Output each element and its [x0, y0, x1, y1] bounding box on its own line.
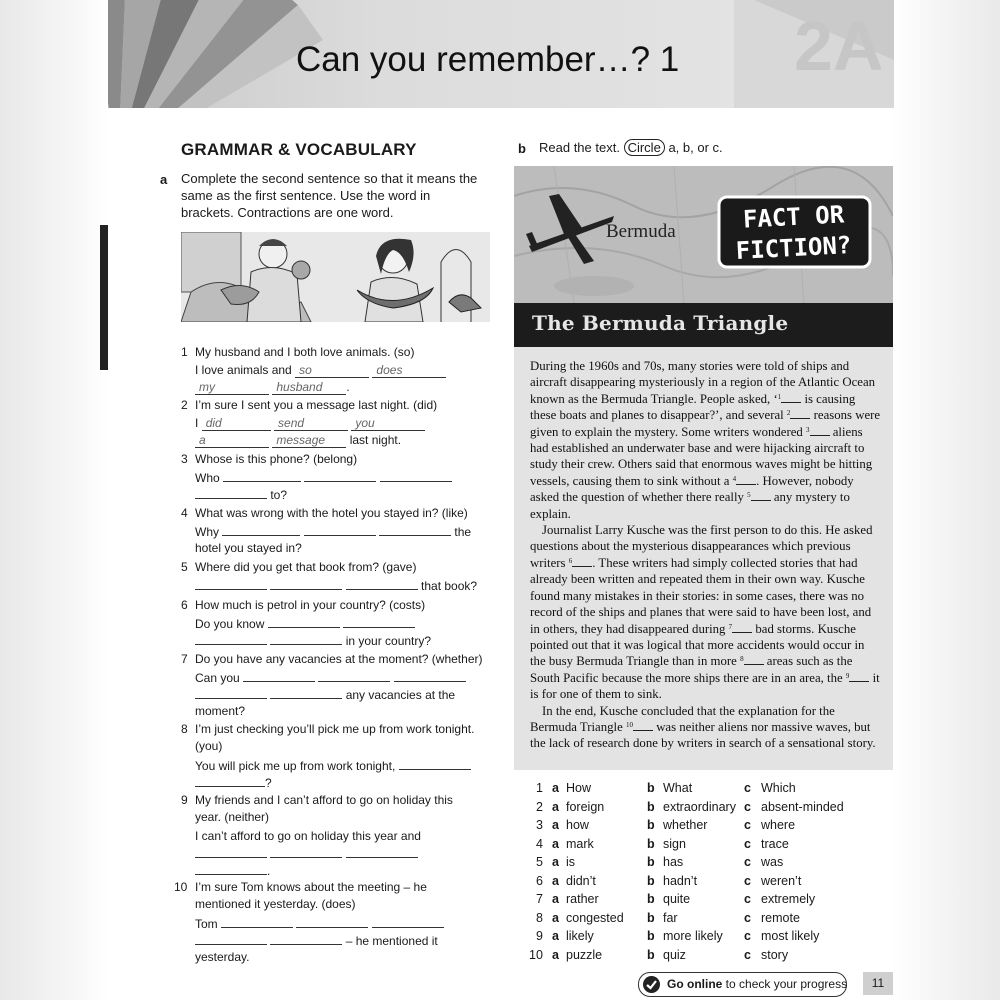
answer-field[interactable] — [222, 523, 300, 536]
answer-end: ? — [265, 776, 272, 790]
option-c[interactable]: extremely — [761, 892, 816, 906]
gap-number: 7 — [728, 622, 733, 631]
option-a[interactable]: congested — [566, 910, 624, 925]
gap-number: 6 — [568, 556, 573, 565]
answer-line — [195, 415, 425, 431]
answer-field[interactable] — [195, 774, 265, 787]
answer-lead: I love animals and — [195, 363, 292, 377]
answer-end: . — [346, 380, 350, 394]
option-letter: b — [647, 892, 655, 906]
answer-line — [195, 757, 471, 774]
part-a-instruction: Complete the second sentence so that it means the same as the first sentence. Use the word in brackets. Contractions are one word. — [181, 171, 478, 220]
option-letter: c — [744, 929, 751, 943]
answer-field[interactable]: you — [351, 417, 425, 431]
answer-field[interactable] — [372, 915, 444, 928]
margin-tab — [100, 225, 108, 370]
option-letter: a — [552, 929, 559, 943]
answer-end: in your country? — [345, 634, 432, 648]
badge-line-1: FACT OR — [742, 200, 845, 234]
answer-field[interactable] — [380, 469, 452, 482]
option-c[interactable]: was — [761, 855, 784, 869]
option-letter: c — [744, 910, 751, 925]
answer-field[interactable] — [195, 845, 267, 858]
question-prompt: My friends and I can’t afford to go on holiday this — [195, 793, 453, 807]
question-prompt: (you) — [195, 739, 223, 753]
story-text: any mystery to explain. — [530, 490, 850, 521]
question-prompt: I’m just checking you’ll pick me up from work tonight. — [195, 722, 475, 736]
answer-line — [195, 686, 455, 703]
option-letter: b — [647, 836, 655, 851]
question-prompt: I’m sure Tom knows about the meeting – he — [195, 880, 427, 894]
question-number: 1 — [181, 345, 188, 359]
option-number: 3 — [536, 818, 543, 832]
gap-blank[interactable] — [744, 654, 764, 665]
answer-field[interactable] — [270, 577, 342, 590]
answer-end: the — [454, 525, 472, 539]
answer-field[interactable]: my — [195, 381, 269, 395]
option-number: 1 — [536, 781, 543, 795]
question-prompt: What was wrong with the hotel you stayed in? (like) — [195, 506, 468, 520]
answer-lead: Tom — [195, 917, 218, 931]
option-letter: c — [744, 892, 751, 906]
option-letter: b — [647, 929, 655, 943]
answer-field[interactable] — [243, 669, 315, 682]
option-number: 4 — [536, 836, 543, 851]
option-letter: a — [552, 947, 559, 962]
answer-end: – he mentioned it — [345, 934, 438, 948]
option-b[interactable]: sign — [663, 836, 686, 851]
answer-field[interactable] — [394, 669, 466, 682]
option-a[interactable]: likely — [566, 929, 594, 943]
go-online-link[interactable] — [638, 972, 847, 997]
answer-field[interactable] — [195, 486, 267, 499]
article-panel — [514, 166, 893, 770]
gap-number: 3 — [806, 425, 810, 434]
part-b-instruction — [539, 140, 723, 155]
option-letter: a — [552, 910, 559, 925]
answer-end: any vacancies at the — [345, 688, 456, 702]
answer-field[interactable] — [296, 915, 368, 928]
option-letter: b — [647, 855, 655, 869]
option-c[interactable]: most likely — [761, 929, 820, 943]
option-b[interactable]: quiz — [663, 947, 686, 962]
option-c[interactable]: remote — [761, 910, 800, 925]
answer-field[interactable] — [195, 862, 267, 875]
answer-field[interactable]: so — [295, 364, 369, 378]
illustration-pets — [181, 232, 490, 322]
answer-line — [195, 915, 444, 932]
gap-number: 1 — [777, 392, 782, 401]
page-title: Can you remember…? 1 — [296, 40, 680, 79]
option-letter: b — [647, 781, 655, 795]
story-text: it is for one of them to sink. — [530, 670, 880, 702]
option-a[interactable]: mark — [566, 836, 594, 851]
option-letter: b — [647, 818, 655, 832]
question-number: 6 — [181, 598, 188, 612]
option-c[interactable]: trace — [761, 836, 789, 851]
gap-number: 8 — [740, 655, 744, 664]
question-prompt: How much is petrol in your country? (costs) — [195, 598, 426, 612]
question-number: 9 — [181, 793, 188, 807]
story-text: reasons were given to explain the mystery. Some writers wondered — [530, 408, 881, 439]
option-b[interactable]: quite — [663, 892, 691, 906]
go-online-rest: to check your progress — [722, 977, 848, 991]
question-number: 8 — [181, 722, 188, 736]
option-a[interactable]: foreign — [566, 799, 605, 814]
answer-line — [195, 774, 272, 791]
question-number: 4 — [181, 506, 188, 520]
option-a[interactable]: didn’t — [566, 873, 596, 888]
option-c[interactable]: weren’t — [761, 873, 802, 888]
answer-field[interactable] — [270, 932, 342, 945]
answer-field[interactable]: does — [372, 364, 446, 378]
answer-line — [195, 577, 477, 594]
answer-field[interactable] — [379, 523, 451, 536]
option-letter: b — [647, 799, 655, 814]
option-b[interactable]: extraordinary — [663, 799, 736, 814]
gap-blank[interactable] — [732, 622, 752, 633]
fact-or-fiction-badge — [716, 194, 873, 270]
option-letter: a — [552, 855, 559, 869]
page-margin-right — [892, 0, 1000, 1000]
answer-lead: Can you — [195, 671, 240, 685]
option-letter: c — [744, 855, 751, 869]
page-number: 11 — [863, 972, 893, 995]
airplane-icon — [524, 186, 619, 266]
question-number: 3 — [181, 452, 188, 466]
question-prompt: year. (neither) — [195, 810, 270, 824]
option-letter: a — [552, 836, 559, 851]
answer-line — [195, 669, 466, 686]
answer-field[interactable] — [270, 845, 342, 858]
option-b[interactable]: What — [663, 781, 693, 795]
story-text: bad storms. Kusche pointed out that it was logical that more accidents would occur in the busy Bermuda Triangle than in more — [530, 621, 865, 669]
option-a[interactable]: rather — [566, 892, 599, 906]
gap-blank[interactable] — [736, 474, 756, 485]
answer-field[interactable] — [343, 615, 415, 628]
answer-field[interactable]: did — [202, 417, 271, 431]
answer-line — [195, 486, 287, 503]
option-letter: c — [744, 818, 751, 832]
answer-lead: Do you know — [195, 617, 265, 631]
answer-line — [195, 469, 452, 486]
answer-field[interactable] — [195, 577, 267, 590]
answer-line — [195, 632, 431, 649]
option-a[interactable]: is — [566, 855, 576, 869]
badge-line-2: FICTION? — [735, 231, 853, 266]
gap-blank[interactable] — [751, 490, 771, 501]
question-prompt: Where did you get that book from? (gave) — [195, 560, 417, 574]
question-number: 7 — [181, 652, 188, 666]
option-letter: b — [647, 873, 655, 888]
option-number: 6 — [536, 873, 543, 888]
option-number: 8 — [536, 910, 543, 925]
paragraph — [530, 522, 882, 702]
answer-field[interactable] — [268, 615, 340, 628]
story-text: During the 1960s and 70s, many stories were told of ships and aircraft disappearing mysteriously in a region of the Atlantic Ocean known as the Bermuda Triangle. People asked, ‘ — [530, 359, 876, 406]
option-letter: c — [744, 836, 751, 851]
answer-line — [195, 362, 446, 378]
story-text: is causing these boats and planes to disappear?’, and several — [530, 391, 856, 423]
answer-field[interactable]: husband — [272, 381, 346, 395]
option-letter: c — [744, 799, 751, 814]
answer-field[interactable] — [223, 469, 301, 482]
part-b-label: b — [518, 141, 526, 156]
answer-field[interactable] — [195, 932, 267, 945]
answer-field[interactable]: a — [195, 434, 269, 448]
question-number: 10 — [174, 880, 188, 894]
option-letter: a — [552, 818, 559, 832]
answer-field[interactable] — [195, 632, 267, 645]
option-letter: c — [744, 873, 751, 888]
answer-end: last night. — [349, 433, 402, 447]
option-c[interactable]: where — [761, 818, 796, 832]
option-a[interactable]: How — [566, 781, 592, 795]
option-letter: a — [552, 799, 559, 814]
question-prompt: mentioned it yesterday. (does) — [195, 897, 356, 911]
answer-line — [195, 845, 418, 862]
option-letter: c — [744, 781, 751, 795]
answer-field[interactable] — [195, 686, 267, 699]
option-b[interactable]: hadn’t — [663, 873, 698, 888]
story-text: . However, nobody asked the question of whether there really — [530, 473, 854, 505]
answer-end: . — [267, 864, 271, 878]
question-number: 5 — [181, 560, 188, 574]
go-online-bold: Go online — [667, 977, 723, 991]
option-a[interactable]: how — [566, 818, 589, 832]
answer-line — [195, 862, 270, 879]
option-b[interactable]: more likely — [663, 929, 723, 943]
instruction-text: a, b, or c. — [668, 140, 723, 155]
answer-field[interactable] — [304, 469, 376, 482]
answer-end: to? — [270, 488, 288, 502]
option-letter: b — [647, 947, 655, 962]
option-number: 9 — [536, 929, 543, 943]
article-text — [530, 358, 882, 752]
answer-line — [195, 932, 438, 949]
answer-lead: I — [195, 416, 199, 430]
header-decoration — [734, 0, 894, 108]
paragraph — [530, 358, 882, 522]
answer-field[interactable] — [318, 669, 390, 682]
gap-blank[interactable] — [790, 408, 810, 419]
answer-field[interactable] — [346, 577, 418, 590]
answer-lead: Who — [195, 471, 220, 485]
option-letter: c — [744, 947, 751, 962]
answer-field[interactable] — [270, 632, 342, 645]
instruction-text: Read the text. — [539, 140, 620, 155]
question-prompt: Whose is this phone? (belong) — [195, 452, 358, 466]
story-text: Journalist Larry Kusche was the first person to do this. He asked questions about the mysterious disappearances which previous writers — [530, 523, 873, 570]
answer-lead: You will pick me up from work tonight, — [195, 759, 396, 773]
answer-line — [195, 615, 415, 632]
option-number: 10 — [529, 947, 543, 962]
option-a[interactable]: puzzle — [566, 947, 603, 962]
option-b[interactable]: has — [663, 855, 684, 869]
answer-lead: I can’t afford to go on holiday this year and — [195, 829, 421, 843]
question-prompt: My husband and I both love animals. (so) — [195, 345, 415, 359]
option-number: 7 — [536, 892, 543, 906]
answer-line — [195, 432, 401, 448]
gap-blank[interactable] — [633, 720, 653, 731]
answer-line — [195, 379, 350, 395]
answer-field[interactable]: message — [272, 434, 346, 448]
option-b[interactable]: far — [663, 910, 678, 925]
option-c[interactable]: story — [761, 947, 789, 962]
circled-word: Circle — [624, 139, 665, 156]
gap-blank[interactable] — [810, 425, 830, 436]
gap-number: 10 — [625, 720, 633, 729]
option-letter: b — [647, 910, 655, 925]
answer-line: hotel you stayed in? — [195, 541, 302, 555]
question-prompt: I’m sure I sent you a message last night. (did) — [195, 398, 438, 412]
checkmark-icon — [643, 976, 660, 993]
answer-line: yesterday. — [195, 950, 250, 964]
paragraph — [530, 703, 882, 752]
gap-blank[interactable] — [849, 671, 869, 682]
option-letter: a — [552, 892, 559, 906]
answer-field[interactable] — [346, 845, 418, 858]
article-title: The Bermuda Triangle — [532, 311, 789, 335]
page-margin-left — [0, 0, 108, 1000]
section-heading: GRAMMAR & VOCABULARY — [181, 140, 417, 159]
story-text: areas such as the South Pacific because the more ships there are in an area, the — [530, 654, 853, 685]
answer-line — [195, 523, 471, 540]
gap-number: 2 — [786, 409, 791, 418]
map-label: Bermuda — [606, 221, 676, 242]
answer-field[interactable] — [304, 523, 376, 536]
gap-number: 5 — [747, 491, 751, 500]
gap-number: 4 — [732, 474, 737, 483]
go-online-text — [667, 977, 847, 991]
option-number: 2 — [536, 799, 543, 814]
gap-blank[interactable] — [781, 392, 801, 403]
answer-end: that book? — [421, 579, 478, 593]
answer-field[interactable] — [221, 915, 293, 928]
svg-text:2A: 2A — [794, 7, 884, 85]
option-number: 5 — [536, 855, 543, 869]
question-number: 2 — [181, 398, 188, 412]
option-c[interactable]: Which — [761, 781, 796, 795]
gap-number: 9 — [845, 671, 850, 680]
story-text: . These writers had simply collected stories that had already been written and repeated them in their own way. Kusche found many mistakes in their stories: in some cases, there was no record of the ships and planes that were said to have been lost, and in others, they had disappeared during — [530, 555, 872, 636]
answer-lead: Why — [195, 525, 219, 539]
answer-field[interactable]: send — [274, 417, 348, 431]
story-text: aliens had established an underwater base and were hijacking aircraft to study their crew. Others said that enormous waves might be hitting vessels, causing them to sink without a — [530, 424, 873, 488]
question-prompt: Do you have any vacancies at the moment? (whether) — [195, 652, 483, 666]
gap-blank[interactable] — [572, 556, 592, 567]
option-letter: a — [552, 781, 559, 795]
option-c[interactable]: absent-minded — [761, 799, 844, 814]
option-b[interactable]: whether — [663, 818, 708, 832]
answer-line: moment? — [195, 704, 246, 718]
answer-field[interactable] — [399, 757, 471, 770]
part-a-label: a — [160, 172, 168, 187]
answer-field[interactable] — [270, 686, 342, 699]
story-text: In the end, Kusche concluded that the explanation for the Bermuda Triangle — [530, 703, 835, 734]
story-text: was neither aliens nor massive waves, but the lack of research done by writers in search of a sensational story. — [530, 719, 876, 751]
option-letter: a — [552, 873, 559, 888]
map-image — [514, 166, 893, 303]
